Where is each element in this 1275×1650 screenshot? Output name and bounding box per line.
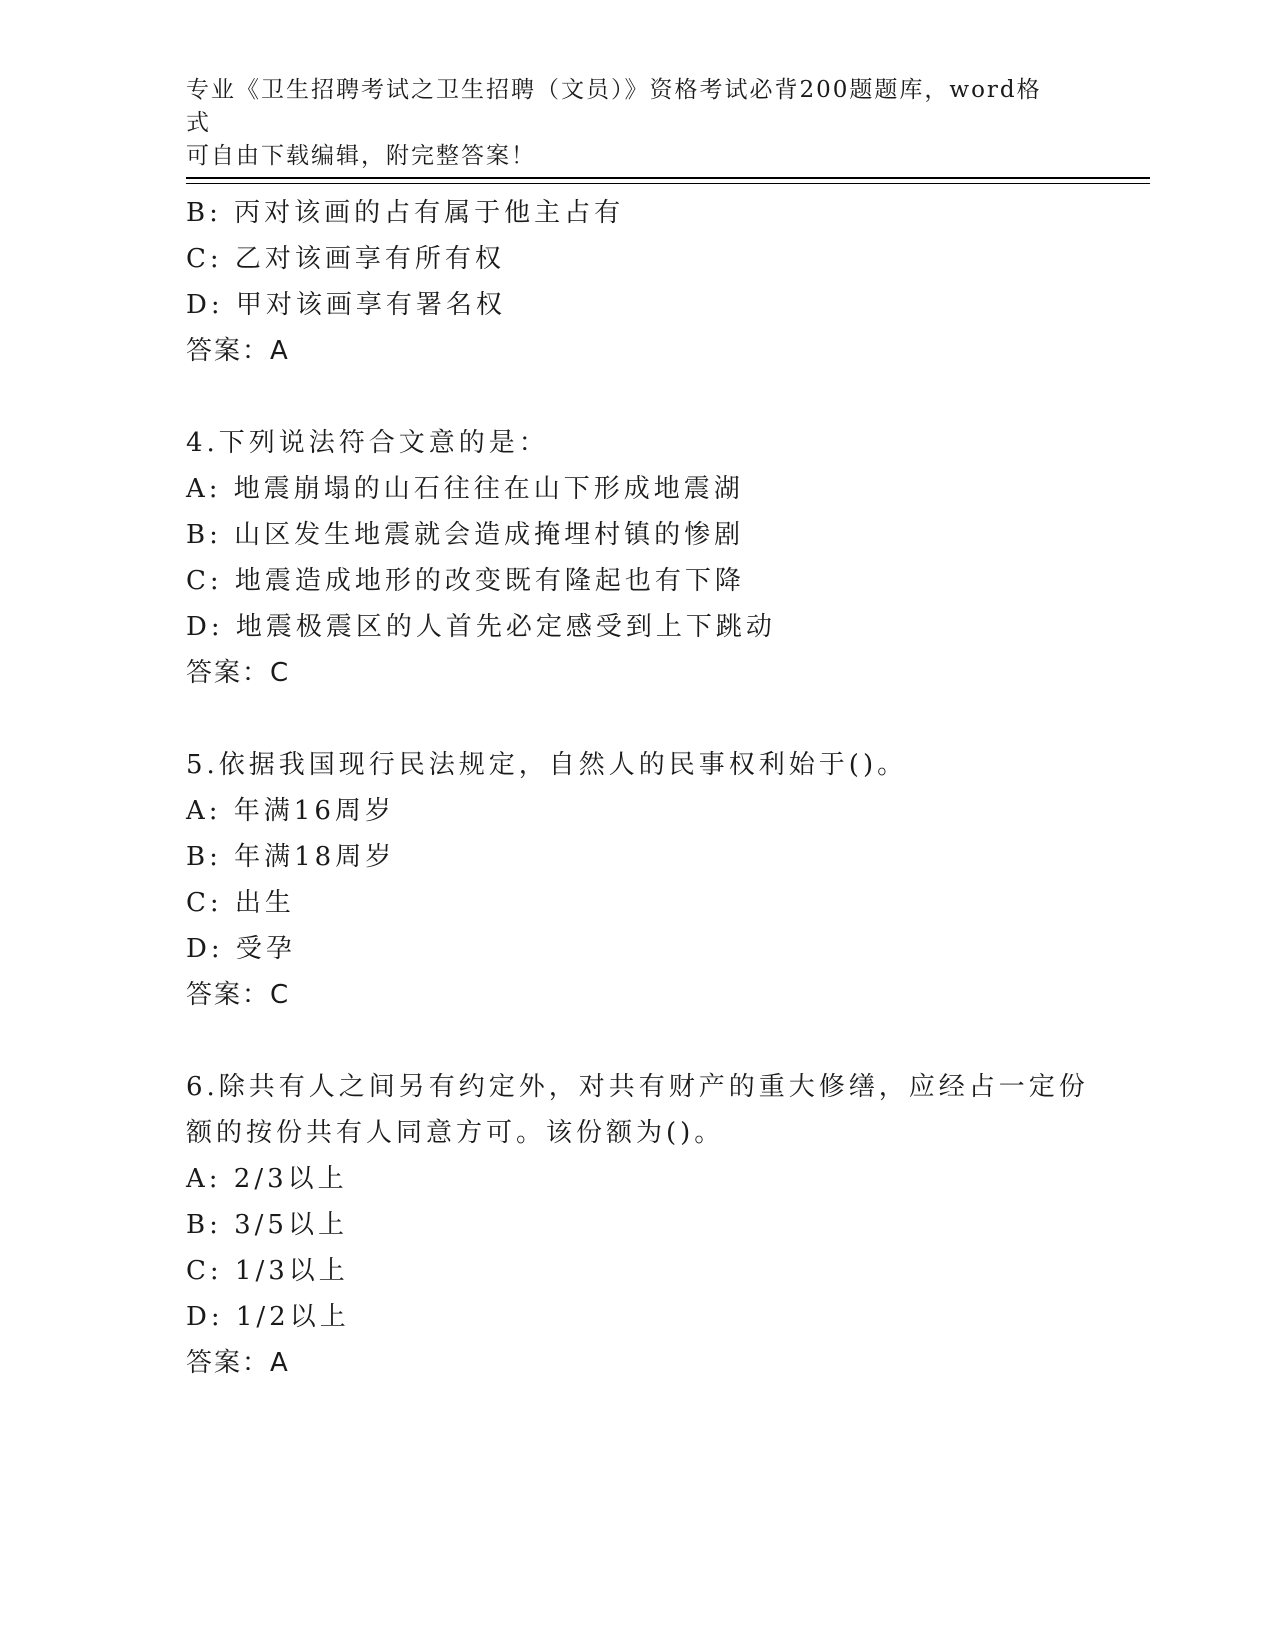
option-a: A: 地震崩塌的山石往往在山下形成地震湖 <box>186 474 744 504</box>
answer: 答案：C <box>186 980 291 1010</box>
option-d: D: 受孕 <box>186 934 296 964</box>
option-b: B: 山区发生地震就会造成掩埋村镇的惨剧 <box>186 520 745 550</box>
option-c: C: 地震造成地形的改变既有隆起也有下降 <box>186 566 745 596</box>
question-stem-line-1: 6.除共有人之间另有约定外，对共有财产的重大修缮，应经占一定份 <box>186 1072 1089 1102</box>
option-c: C: 1/3以上 <box>186 1256 349 1286</box>
question-4 <box>186 420 1086 696</box>
answer: 答案：A <box>186 336 290 366</box>
option-c: C: 乙对该画享有所有权 <box>186 244 505 274</box>
option-b: B: 3/5以上 <box>186 1210 348 1240</box>
question-stem: 4.下列说法符合文意的是： <box>186 428 549 458</box>
option-d: D: 地震极震区的人首先必定感受到上下跳动 <box>186 612 776 642</box>
header-divider-thick <box>186 177 1150 179</box>
spacer <box>186 1018 1086 1064</box>
answer: 答案：C <box>186 658 291 688</box>
option-c: C: 出生 <box>186 888 295 918</box>
question-5 <box>186 742 1086 1018</box>
header-divider-thin <box>186 183 1150 184</box>
header-line-2: 可自由下载编辑，附完整答案！ <box>186 143 536 169</box>
question-content <box>186 190 1089 1386</box>
spacer <box>186 374 1086 420</box>
spacer <box>186 696 1086 742</box>
question-6 <box>186 1064 1089 1386</box>
option-b: B: 丙对该画的占有属于他主占有 <box>186 198 625 228</box>
option-a: A: 2/3以上 <box>186 1164 348 1194</box>
question-stem: 5.依据我国现行民法规定，自然人的民事权利始于()。 <box>186 750 908 780</box>
option-a: A: 年满16周岁 <box>186 796 395 826</box>
document-header <box>186 74 1066 173</box>
answer: 答案：A <box>186 1348 290 1378</box>
option-d: D: 甲对该画享有署名权 <box>186 290 506 320</box>
option-b: B: 年满18周岁 <box>186 842 396 872</box>
question-stem-line-2: 额的按份共有人同意方可。该份额为()。 <box>186 1118 725 1148</box>
header-line-1: 专业《卫生招聘考试之卫生招聘（文员）》资格考试必背200题题库，word格式 <box>186 77 1042 136</box>
option-d: D: 1/2以上 <box>186 1302 350 1332</box>
question-3-continuation <box>186 190 1086 374</box>
